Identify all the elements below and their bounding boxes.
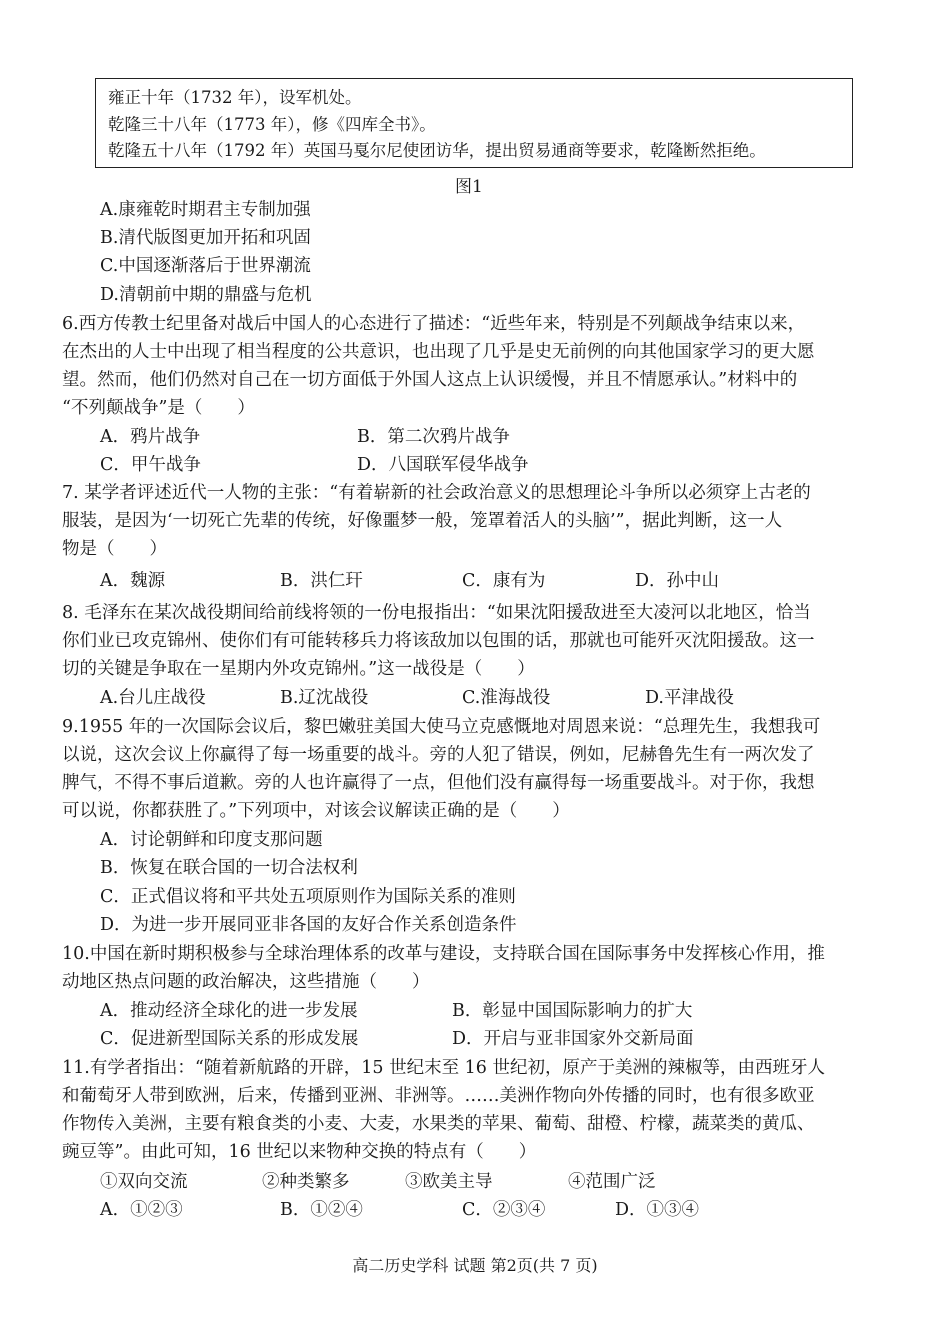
q6-option-c: C．甲午战争 xyxy=(100,455,201,475)
q11-option-b: B．①②④ xyxy=(280,1200,363,1220)
q7-option-a: A．魏源 xyxy=(100,571,166,591)
q11-stem-line: 11.有学者指出：“随着新航路的开辟，15 世纪末至 16 世纪初，原产于美洲的辣椒等，由西班牙人 xyxy=(62,1058,825,1078)
q11-option-d: D．①③④ xyxy=(615,1200,700,1220)
q5-option-b: B.清代版图更加开拓和巩固 xyxy=(100,228,311,248)
q9-option-c: C．正式倡议将和平共处五项原则作为国际关系的准则 xyxy=(100,887,516,907)
figure-line: 雍正十年（1732 年），设军机处。 xyxy=(108,88,362,107)
q10-option-c: C．促进新型国际关系的形成发展 xyxy=(100,1029,359,1049)
q9-stem-line: 以说，这次会议上你赢得了每一场重要的战斗。旁的人犯了错误，例如，尼赫鲁先生有一两次发了 xyxy=(62,745,815,765)
q8-stem-line: 8. 毛泽东在某次战役期间给前线将领的一份电报指出：“如果沈阳援敌进至大凌河以北地区，恰当 xyxy=(62,603,811,623)
q7-stem-line: 物是（ ） xyxy=(62,539,167,559)
q5-option-c: C.中国逐渐落后于世界潮流 xyxy=(100,256,311,276)
q9-option-b: B．恢复在联合国的一切合法权利 xyxy=(100,858,358,878)
q6-option-d: D．八国联军侵华战争 xyxy=(357,455,529,475)
q11-option-a: A．①②③ xyxy=(100,1200,183,1220)
q5-option-d: D.清朝前中期的鼎盛与危机 xyxy=(100,285,312,305)
q8-option-d: D.平津战役 xyxy=(645,688,734,708)
q9-stem-line: 脾气，不得不事后道歉。旁的人也许赢得了一点，但他们没有赢得每一场重要战斗。对于你，我想 xyxy=(62,773,815,793)
q11-stem-line: 和葡萄牙人带到欧洲，后来，传播到亚洲、非洲等。……美洲作物向外传播的同时，也有很多欧亚 xyxy=(62,1086,815,1106)
figure-caption: 图1 xyxy=(455,177,483,197)
figure-line: 乾隆五十八年（1792 年）英国马戛尔尼使团访华，提出贸易通商等要求，乾隆断然拒绝。 xyxy=(108,141,766,160)
q6-stem-line: 6.西方传教士纪里备对战后中国人的心态进行了描述：“近些年来，特别是不列颠战争结束以来， xyxy=(62,314,806,334)
q6-stem-line: “不列颠战争”是（ ） xyxy=(62,398,255,418)
q8-option-a: A.台儿庄战役 xyxy=(100,688,206,708)
q9-stem-line: 9.1955 年的一次国际会议后，黎巴嫩驻美国大使马立克感慨地对周恩来说：“总理先生，我想我可 xyxy=(62,717,821,737)
q10-stem-line: 动地区热点问题的政治解决，这些措施（ ） xyxy=(62,972,430,992)
q11-item-3: ③欧美主导 xyxy=(405,1172,493,1192)
q8-stem-line: 切的关键是争取在一星期内外攻克锦州。”这一战役是（ ） xyxy=(62,659,535,679)
q6-option-a: A．鸦片战争 xyxy=(100,427,201,447)
q11-item-1: ①双向交流 xyxy=(100,1172,188,1192)
q7-option-b: B．洪仁玕 xyxy=(280,571,363,591)
q9-option-d: D．为进一步开展同亚非各国的友好合作关系创造条件 xyxy=(100,915,517,935)
page-footer: 高二历史学科 试题 第2页(共 7 页) xyxy=(352,1256,598,1275)
q10-stem-line: 10.中国在新时期积极参与全球治理体系的改革与建设，支持联合国在国际事务中发挥核心作用，推 xyxy=(62,944,825,964)
figure-1-box xyxy=(95,78,853,168)
q5-option-a: A.康雍乾时期君主专制加强 xyxy=(100,200,311,220)
q7-stem-line: 服装，是因为‘一切死亡先辈的传统，好像噩梦一般，笼罩着活人的头脑’”，据此判断，这一人 xyxy=(62,511,783,531)
q10-option-d: D．开启与亚非国家外交新局面 xyxy=(452,1029,694,1049)
q11-item-4: ④范围广泛 xyxy=(568,1172,656,1192)
q11-option-c: C．②③④ xyxy=(462,1200,546,1220)
figure-line: 乾隆三十八年（1773 年），修《四库全书》。 xyxy=(108,115,436,134)
q7-option-c: C．康有为 xyxy=(462,571,546,591)
q8-option-b: B.辽沈战役 xyxy=(280,688,369,708)
q10-option-a: A．推动经济全球化的进一步发展 xyxy=(100,1001,358,1021)
q6-stem-line: 在杰出的人士中出现了相当程度的公共意识，也出现了几乎是史无前例的向其他国家学习的更大愿 xyxy=(62,342,815,362)
q8-option-c: C.淮海战役 xyxy=(462,688,551,708)
q11-stem-line: 作物传入美洲，主要有粮食类的小麦、大麦，水果类的苹果、葡萄、甜橙、柠檬，蔬菜类的黄瓜、 xyxy=(62,1114,815,1134)
q10-option-b: B．彰显中国国际影响力的扩大 xyxy=(452,1001,693,1021)
q6-option-b: B．第二次鸦片战争 xyxy=(357,427,510,447)
q6-stem-line: 望。然而，他们仍然对自己在一切方面低于外国人这点上认识缓慢，并且不情愿承认。”材料中的 xyxy=(62,370,798,390)
q11-item-2: ②种类繁多 xyxy=(262,1172,350,1192)
q9-stem-line: 可以说，你都获胜了。”下列项中，对该会议解读正确的是（ ） xyxy=(62,801,570,821)
q9-option-a: A．讨论朝鲜和印度支那问题 xyxy=(100,830,323,850)
q8-stem-line: 你们业已攻克锦州、使你们有可能转移兵力将该敌加以包围的话，那就也可能歼灭沈阳援敌。这一 xyxy=(62,631,815,651)
q7-option-d: D．孙中山 xyxy=(635,571,720,591)
q7-stem-line: 7. 某学者评述近代一人物的主张：“有着崭新的社会政治意义的思想理论斗争所以必须穿上古老的 xyxy=(62,483,811,503)
q11-stem-line: 豌豆等”。由此可知，16 世纪以来物种交换的特点有（ ） xyxy=(62,1142,537,1162)
